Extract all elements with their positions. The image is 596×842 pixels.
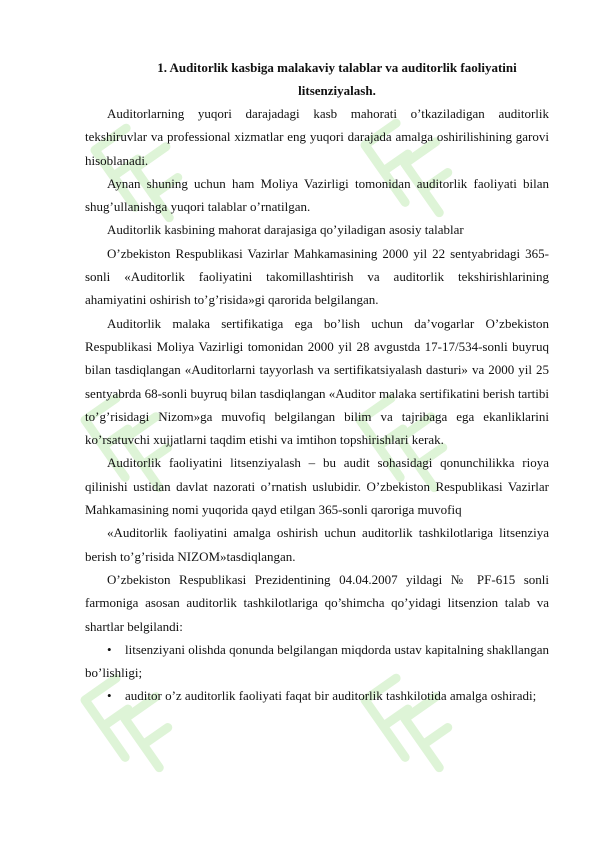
bullet-text: auditor o’z auditorlik faoliyati faqat bir auditorlik tashkilotida amalga oshiradi; xyxy=(125,688,537,704)
paragraph: Aynan shuning uchun ham Moliya Vazirligi tomonidan auditorlik faoliyati bilan shug’ullanishga yuqori talablar o’rnatilgan. xyxy=(85,175,549,215)
bullet-icon: • xyxy=(107,641,112,657)
paragraph: «Auditorlik faoliyatini amalga oshirish uchun auditorlik tashkilotlariga litsenziya berish to’g’risida NIZOM»tasdiqlangan. xyxy=(85,525,549,564)
paragraph: O’zbekiston Respublikasi Vazirlar Mahkamasining 2000 yil 22 sentyabridagi 365-sonli «Auditorlik faoliyatini takomillashtirish va auditorlik tekshirishlarining ahamiyatini oshirish to’g’risida»gi qarorida belgilangan. xyxy=(85,245,549,308)
bullet-text: litsenziyani olishda qonunda belgilangan miqdorda ustav kapitalning shakllangan bo’lishligi; xyxy=(85,641,549,681)
paragraph: Auditorlik faoliyatini litsenziyalash – bu audit sohasidagi qonunchilikka rioya qilinishi ustidan davlat nazorati o’rnatish uslubidir. O’zbekiston Respublikasi Vazirlar Mahkamasining nomi yuqorida qayd etilgan 365-sonli qaroriga muvofiq xyxy=(85,455,549,518)
document-body xyxy=(85,56,549,708)
section-title: 1. Auditorlik kasbiga malakaviy talablar va auditorlik faoliyatini litsenziyalash. xyxy=(157,60,517,98)
bullet-item xyxy=(85,684,549,707)
paragraph: Auditorlik kasbining mahorat darajasiga qo’yiladigan asosiy talablar xyxy=(107,222,464,238)
paragraph: Auditorlarning yuqori darajadagi kasb mahorati o’tkaziladigan auditorlik tekshiruvlar va professional xizmatlar eng yuqori darajada amalga oshirilishining garovi hisoblanadi. xyxy=(85,106,549,168)
bullet-item xyxy=(85,638,549,685)
paragraph: O’zbekiston Respublikasi Prezidentining 04.04.2007 yildagi № PF-615 sonli farmoniga asosan auditorlik tashkilotlariga qo’shimcha qo’yidagi litsenzion talab va shartlar belgilandi: xyxy=(85,571,549,634)
bullet-icon: • xyxy=(107,688,112,704)
paragraph: Auditorlik malaka sertifikatiga ega bo’lish uchun da’vogarlar O’zbekiston Respublikasi Moliya Vazirligi tomonidan 2000 yil 28 avgustda 17-17/534-sonli buyruq bilan tasdiqlangan «Auditorlarni tayyorlash va sertifikatsiyalash dasturi» va 2000 yil 25 sentyabrda 68-sonli buyruq bilan tasdiqlangan «Auditor malaka sertifikatini berish tartibi to’g’risidagi Nizom»ga muvofiq belgilangan bilim va tajribaga ega ekanliklarini ko’rsatuvchi xujjatlarni taqdim etishi va imtihon topshirishlari kerak. xyxy=(85,315,549,448)
